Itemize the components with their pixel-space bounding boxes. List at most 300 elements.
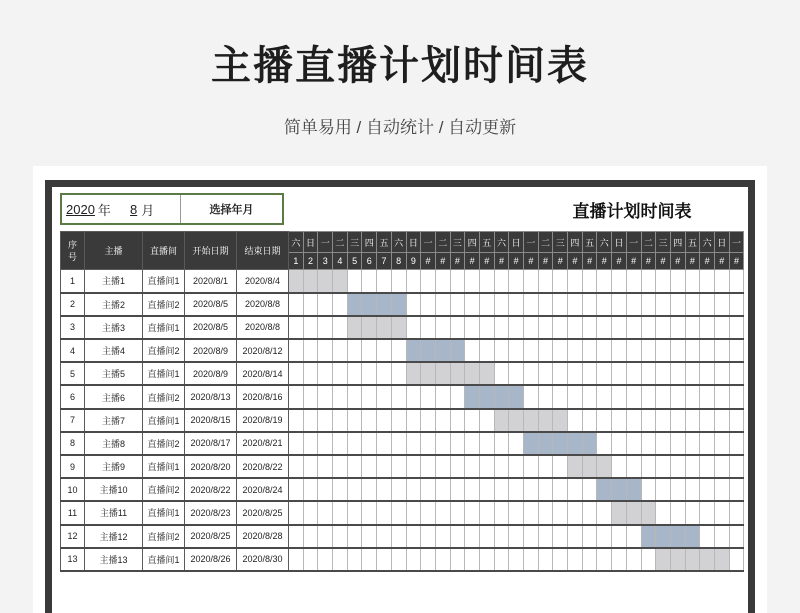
- cell-host[interactable]: 主播13: [85, 548, 143, 571]
- timeline-cell[interactable]: [582, 432, 597, 455]
- timeline-cell[interactable]: [377, 455, 392, 478]
- timeline-cell[interactable]: [612, 548, 627, 571]
- timeline-cell[interactable]: [435, 316, 450, 339]
- timeline-cell[interactable]: [553, 501, 568, 524]
- timeline-cell[interactable]: [289, 478, 304, 501]
- timeline-cell[interactable]: [347, 385, 362, 408]
- timeline-cell[interactable]: [700, 501, 715, 524]
- timeline-cell[interactable]: [729, 432, 744, 455]
- timeline-cell[interactable]: [524, 409, 539, 432]
- cell-room[interactable]: 直播间1: [143, 501, 185, 524]
- timeline-cell[interactable]: [612, 478, 627, 501]
- timeline-cell[interactable]: [450, 478, 465, 501]
- timeline-cell[interactable]: [318, 501, 333, 524]
- timeline-cell[interactable]: [494, 293, 509, 316]
- timeline-cell[interactable]: [333, 316, 348, 339]
- timeline-cell[interactable]: [289, 316, 304, 339]
- timeline-cell[interactable]: [318, 293, 333, 316]
- timeline-cell[interactable]: [318, 316, 333, 339]
- timeline-cell[interactable]: [729, 409, 744, 432]
- timeline-cell[interactable]: [435, 409, 450, 432]
- timeline-cell[interactable]: [509, 432, 524, 455]
- timeline-cell[interactable]: [714, 385, 729, 408]
- timeline-cell[interactable]: [582, 525, 597, 548]
- cell-host[interactable]: 主播11: [85, 501, 143, 524]
- cell-start[interactable]: 2020/8/9: [185, 339, 237, 362]
- timeline-cell[interactable]: [465, 432, 480, 455]
- timeline-cell[interactable]: [612, 293, 627, 316]
- timeline-cell[interactable]: [553, 339, 568, 362]
- timeline-cell[interactable]: [435, 385, 450, 408]
- timeline-cell[interactable]: [656, 270, 671, 293]
- timeline-cell[interactable]: [479, 385, 494, 408]
- timeline-cell[interactable]: [700, 316, 715, 339]
- timeline-cell[interactable]: [333, 409, 348, 432]
- timeline-cell[interactable]: [670, 501, 685, 524]
- timeline-cell[interactable]: [700, 548, 715, 571]
- timeline-cell[interactable]: [362, 362, 377, 385]
- timeline-cell[interactable]: [582, 362, 597, 385]
- timeline-cell[interactable]: [538, 548, 553, 571]
- timeline-cell[interactable]: [641, 432, 656, 455]
- cell-seq[interactable]: 3: [61, 316, 85, 339]
- timeline-cell[interactable]: [347, 270, 362, 293]
- timeline-cell[interactable]: [318, 548, 333, 571]
- cell-seq[interactable]: 2: [61, 293, 85, 316]
- timeline-cell[interactable]: [289, 501, 304, 524]
- timeline-cell[interactable]: [685, 432, 700, 455]
- timeline-cell[interactable]: [289, 525, 304, 548]
- year-field[interactable]: [62, 195, 118, 223]
- timeline-cell[interactable]: [435, 339, 450, 362]
- cell-end[interactable]: 2020/8/22: [237, 455, 289, 478]
- timeline-cell[interactable]: [714, 409, 729, 432]
- timeline-cell[interactable]: [377, 432, 392, 455]
- cell-host[interactable]: 主播12: [85, 525, 143, 548]
- timeline-cell[interactable]: [568, 478, 583, 501]
- cell-start[interactable]: 2020/8/9: [185, 362, 237, 385]
- timeline-cell[interactable]: [553, 362, 568, 385]
- timeline-cell[interactable]: [568, 316, 583, 339]
- timeline-cell[interactable]: [362, 525, 377, 548]
- timeline-cell[interactable]: [303, 316, 318, 339]
- cell-host[interactable]: 主播8: [85, 432, 143, 455]
- cell-end[interactable]: 2020/8/28: [237, 525, 289, 548]
- timeline-cell[interactable]: [377, 339, 392, 362]
- timeline-cell[interactable]: [670, 362, 685, 385]
- timeline-cell[interactable]: [347, 548, 362, 571]
- timeline-cell[interactable]: [641, 362, 656, 385]
- timeline-cell[interactable]: [626, 339, 641, 362]
- timeline-cell[interactable]: [538, 432, 553, 455]
- timeline-cell[interactable]: [318, 339, 333, 362]
- timeline-cell[interactable]: [626, 432, 641, 455]
- timeline-cell[interactable]: [450, 270, 465, 293]
- timeline-cell[interactable]: [626, 293, 641, 316]
- month-value[interactable]: 8: [130, 201, 138, 217]
- timeline-cell[interactable]: [553, 548, 568, 571]
- timeline-cell[interactable]: [465, 339, 480, 362]
- timeline-cell[interactable]: [362, 270, 377, 293]
- timeline-cell[interactable]: [641, 293, 656, 316]
- timeline-cell[interactable]: [391, 339, 406, 362]
- timeline-cell[interactable]: [362, 316, 377, 339]
- cell-seq[interactable]: 13: [61, 548, 85, 571]
- select-year-month-button[interactable]: 选择年月: [180, 195, 282, 223]
- timeline-cell[interactable]: [597, 316, 612, 339]
- cell-host[interactable]: 主播3: [85, 316, 143, 339]
- timeline-cell[interactable]: [524, 432, 539, 455]
- timeline-cell[interactable]: [670, 478, 685, 501]
- timeline-cell[interactable]: [656, 316, 671, 339]
- timeline-cell[interactable]: [700, 455, 715, 478]
- timeline-cell[interactable]: [568, 362, 583, 385]
- timeline-cell[interactable]: [714, 548, 729, 571]
- timeline-cell[interactable]: [568, 270, 583, 293]
- timeline-cell[interactable]: [597, 432, 612, 455]
- timeline-cell[interactable]: [333, 270, 348, 293]
- timeline-cell[interactable]: [509, 316, 524, 339]
- timeline-cell[interactable]: [670, 270, 685, 293]
- timeline-cell[interactable]: [421, 432, 436, 455]
- timeline-cell[interactable]: [685, 409, 700, 432]
- timeline-cell[interactable]: [670, 432, 685, 455]
- cell-room[interactable]: 直播间2: [143, 385, 185, 408]
- timeline-cell[interactable]: [656, 548, 671, 571]
- timeline-cell[interactable]: [582, 385, 597, 408]
- timeline-cell[interactable]: [303, 548, 318, 571]
- timeline-cell[interactable]: [377, 362, 392, 385]
- timeline-cell[interactable]: [333, 525, 348, 548]
- timeline-cell[interactable]: [465, 270, 480, 293]
- timeline-cell[interactable]: [656, 362, 671, 385]
- timeline-cell[interactable]: [391, 478, 406, 501]
- timeline-cell[interactable]: [406, 293, 421, 316]
- timeline-cell[interactable]: [494, 409, 509, 432]
- timeline-cell[interactable]: [670, 385, 685, 408]
- timeline-cell[interactable]: [362, 432, 377, 455]
- timeline-cell[interactable]: [568, 432, 583, 455]
- cell-start[interactable]: 2020/8/25: [185, 525, 237, 548]
- timeline-cell[interactable]: [303, 293, 318, 316]
- timeline-cell[interactable]: [714, 339, 729, 362]
- timeline-cell[interactable]: [435, 478, 450, 501]
- timeline-cell[interactable]: [406, 339, 421, 362]
- timeline-cell[interactable]: [465, 409, 480, 432]
- timeline-cell[interactable]: [406, 270, 421, 293]
- cell-host[interactable]: 主播1: [85, 270, 143, 293]
- timeline-cell[interactable]: [553, 316, 568, 339]
- timeline-cell[interactable]: [685, 385, 700, 408]
- timeline-cell[interactable]: [553, 293, 568, 316]
- timeline-cell[interactable]: [685, 455, 700, 478]
- timeline-cell[interactable]: [465, 501, 480, 524]
- timeline-cell[interactable]: [333, 385, 348, 408]
- cell-end[interactable]: 2020/8/4: [237, 270, 289, 293]
- timeline-cell[interactable]: [347, 293, 362, 316]
- timeline-cell[interactable]: [685, 548, 700, 571]
- timeline-cell[interactable]: [568, 501, 583, 524]
- timeline-cell[interactable]: [568, 409, 583, 432]
- timeline-cell[interactable]: [670, 339, 685, 362]
- timeline-cell[interactable]: [597, 270, 612, 293]
- timeline-cell[interactable]: [568, 525, 583, 548]
- timeline-cell[interactable]: [303, 432, 318, 455]
- cell-end[interactable]: 2020/8/8: [237, 293, 289, 316]
- cell-end[interactable]: 2020/8/25: [237, 501, 289, 524]
- timeline-cell[interactable]: [377, 501, 392, 524]
- timeline-cell[interactable]: [641, 339, 656, 362]
- cell-seq[interactable]: 9: [61, 455, 85, 478]
- cell-seq[interactable]: 1: [61, 270, 85, 293]
- timeline-cell[interactable]: [435, 501, 450, 524]
- timeline-cell[interactable]: [347, 409, 362, 432]
- timeline-cell[interactable]: [582, 478, 597, 501]
- timeline-cell[interactable]: [391, 385, 406, 408]
- timeline-cell[interactable]: [582, 339, 597, 362]
- timeline-cell[interactable]: [612, 339, 627, 362]
- timeline-cell[interactable]: [362, 385, 377, 408]
- month-field[interactable]: [118, 195, 180, 223]
- timeline-cell[interactable]: [333, 293, 348, 316]
- timeline-cell[interactable]: [494, 316, 509, 339]
- timeline-cell[interactable]: [450, 525, 465, 548]
- timeline-cell[interactable]: [377, 293, 392, 316]
- timeline-cell[interactable]: [479, 432, 494, 455]
- timeline-cell[interactable]: [597, 478, 612, 501]
- timeline-cell[interactable]: [303, 455, 318, 478]
- timeline-cell[interactable]: [626, 501, 641, 524]
- cell-end[interactable]: 2020/8/16: [237, 385, 289, 408]
- timeline-cell[interactable]: [391, 548, 406, 571]
- timeline-cell[interactable]: [406, 525, 421, 548]
- timeline-cell[interactable]: [465, 525, 480, 548]
- timeline-cell[interactable]: [450, 432, 465, 455]
- timeline-cell[interactable]: [421, 339, 436, 362]
- timeline-cell[interactable]: [597, 385, 612, 408]
- timeline-cell[interactable]: [612, 501, 627, 524]
- timeline-cell[interactable]: [421, 270, 436, 293]
- timeline-cell[interactable]: [333, 432, 348, 455]
- cell-room[interactable]: 直播间1: [143, 548, 185, 571]
- timeline-cell[interactable]: [318, 385, 333, 408]
- timeline-cell[interactable]: [597, 339, 612, 362]
- cell-host[interactable]: 主播5: [85, 362, 143, 385]
- timeline-cell[interactable]: [377, 409, 392, 432]
- timeline-cell[interactable]: [700, 385, 715, 408]
- timeline-cell[interactable]: [362, 409, 377, 432]
- timeline-cell[interactable]: [612, 270, 627, 293]
- timeline-cell[interactable]: [347, 478, 362, 501]
- timeline-cell[interactable]: [656, 455, 671, 478]
- timeline-cell[interactable]: [479, 478, 494, 501]
- timeline-cell[interactable]: [509, 362, 524, 385]
- timeline-cell[interactable]: [479, 409, 494, 432]
- timeline-cell[interactable]: [524, 501, 539, 524]
- timeline-cell[interactable]: [435, 455, 450, 478]
- timeline-cell[interactable]: [538, 293, 553, 316]
- cell-seq[interactable]: 11: [61, 501, 85, 524]
- timeline-cell[interactable]: [347, 316, 362, 339]
- timeline-cell[interactable]: [465, 293, 480, 316]
- timeline-cell[interactable]: [406, 432, 421, 455]
- timeline-cell[interactable]: [303, 270, 318, 293]
- timeline-cell[interactable]: [597, 455, 612, 478]
- timeline-cell[interactable]: [391, 316, 406, 339]
- timeline-cell[interactable]: [714, 432, 729, 455]
- timeline-cell[interactable]: [524, 478, 539, 501]
- timeline-cell[interactable]: [568, 293, 583, 316]
- timeline-cell[interactable]: [729, 385, 744, 408]
- timeline-cell[interactable]: [538, 385, 553, 408]
- timeline-cell[interactable]: [685, 316, 700, 339]
- timeline-cell[interactable]: [362, 478, 377, 501]
- timeline-cell[interactable]: [729, 478, 744, 501]
- timeline-cell[interactable]: [333, 455, 348, 478]
- timeline-cell[interactable]: [582, 409, 597, 432]
- timeline-cell[interactable]: [538, 270, 553, 293]
- timeline-cell[interactable]: [421, 316, 436, 339]
- timeline-cell[interactable]: [524, 455, 539, 478]
- timeline-cell[interactable]: [391, 455, 406, 478]
- timeline-cell[interactable]: [333, 548, 348, 571]
- timeline-cell[interactable]: [685, 501, 700, 524]
- timeline-cell[interactable]: [729, 455, 744, 478]
- timeline-cell[interactable]: [406, 409, 421, 432]
- timeline-cell[interactable]: [568, 455, 583, 478]
- timeline-cell[interactable]: [538, 501, 553, 524]
- cell-room[interactable]: 直播间1: [143, 316, 185, 339]
- cell-end[interactable]: 2020/8/12: [237, 339, 289, 362]
- timeline-cell[interactable]: [612, 362, 627, 385]
- timeline-cell[interactable]: [597, 362, 612, 385]
- cell-host[interactable]: 主播7: [85, 409, 143, 432]
- timeline-cell[interactable]: [450, 293, 465, 316]
- timeline-cell[interactable]: [670, 316, 685, 339]
- timeline-cell[interactable]: [656, 385, 671, 408]
- timeline-cell[interactable]: [641, 501, 656, 524]
- timeline-cell[interactable]: [626, 525, 641, 548]
- timeline-cell[interactable]: [377, 385, 392, 408]
- timeline-cell[interactable]: [641, 270, 656, 293]
- timeline-cell[interactable]: [303, 501, 318, 524]
- timeline-cell[interactable]: [597, 548, 612, 571]
- timeline-cell[interactable]: [656, 525, 671, 548]
- cell-host[interactable]: 主播6: [85, 385, 143, 408]
- timeline-cell[interactable]: [568, 385, 583, 408]
- timeline-cell[interactable]: [421, 409, 436, 432]
- cell-end[interactable]: 2020/8/30: [237, 548, 289, 571]
- timeline-cell[interactable]: [656, 293, 671, 316]
- timeline-cell[interactable]: [406, 478, 421, 501]
- timeline-cell[interactable]: [685, 270, 700, 293]
- timeline-cell[interactable]: [391, 293, 406, 316]
- timeline-cell[interactable]: [714, 478, 729, 501]
- timeline-cell[interactable]: [509, 270, 524, 293]
- timeline-cell[interactable]: [450, 362, 465, 385]
- cell-start[interactable]: 2020/8/17: [185, 432, 237, 455]
- timeline-cell[interactable]: [700, 478, 715, 501]
- timeline-cell[interactable]: [333, 362, 348, 385]
- timeline-cell[interactable]: [582, 455, 597, 478]
- timeline-cell[interactable]: [582, 316, 597, 339]
- cell-room[interactable]: 直播间1: [143, 455, 185, 478]
- timeline-cell[interactable]: [289, 432, 304, 455]
- cell-seq[interactable]: 4: [61, 339, 85, 362]
- timeline-cell[interactable]: [524, 385, 539, 408]
- timeline-cell[interactable]: [685, 293, 700, 316]
- timeline-cell[interactable]: [509, 339, 524, 362]
- timeline-cell[interactable]: [524, 293, 539, 316]
- cell-room[interactable]: 直播间1: [143, 362, 185, 385]
- cell-end[interactable]: 2020/8/24: [237, 478, 289, 501]
- timeline-cell[interactable]: [626, 548, 641, 571]
- timeline-cell[interactable]: [685, 478, 700, 501]
- timeline-cell[interactable]: [509, 548, 524, 571]
- timeline-cell[interactable]: [494, 548, 509, 571]
- timeline-cell[interactable]: [553, 409, 568, 432]
- timeline-cell[interactable]: [714, 525, 729, 548]
- timeline-cell[interactable]: [509, 478, 524, 501]
- cell-room[interactable]: 直播间2: [143, 432, 185, 455]
- timeline-cell[interactable]: [303, 478, 318, 501]
- timeline-cell[interactable]: [656, 478, 671, 501]
- timeline-cell[interactable]: [524, 270, 539, 293]
- timeline-cell[interactable]: [538, 362, 553, 385]
- timeline-cell[interactable]: [318, 455, 333, 478]
- timeline-cell[interactable]: [421, 293, 436, 316]
- timeline-cell[interactable]: [347, 362, 362, 385]
- cell-start[interactable]: 2020/8/1: [185, 270, 237, 293]
- timeline-cell[interactable]: [479, 501, 494, 524]
- timeline-cell[interactable]: [553, 270, 568, 293]
- timeline-cell[interactable]: [303, 339, 318, 362]
- timeline-cell[interactable]: [509, 409, 524, 432]
- timeline-cell[interactable]: [670, 409, 685, 432]
- timeline-cell[interactable]: [626, 478, 641, 501]
- timeline-cell[interactable]: [347, 501, 362, 524]
- timeline-cell[interactable]: [626, 316, 641, 339]
- timeline-cell[interactable]: [553, 385, 568, 408]
- cell-room[interactable]: 直播间1: [143, 409, 185, 432]
- timeline-cell[interactable]: [641, 385, 656, 408]
- timeline-cell[interactable]: [538, 455, 553, 478]
- timeline-cell[interactable]: [377, 478, 392, 501]
- timeline-cell[interactable]: [700, 409, 715, 432]
- cell-start[interactable]: 2020/8/22: [185, 478, 237, 501]
- cell-room[interactable]: 直播间1: [143, 270, 185, 293]
- timeline-cell[interactable]: [626, 455, 641, 478]
- timeline-cell[interactable]: [670, 548, 685, 571]
- timeline-cell[interactable]: [289, 548, 304, 571]
- timeline-cell[interactable]: [435, 432, 450, 455]
- timeline-cell[interactable]: [494, 525, 509, 548]
- timeline-cell[interactable]: [289, 293, 304, 316]
- timeline-cell[interactable]: [494, 478, 509, 501]
- cell-seq[interactable]: 6: [61, 385, 85, 408]
- timeline-cell[interactable]: [626, 362, 641, 385]
- timeline-cell[interactable]: [289, 385, 304, 408]
- cell-start[interactable]: 2020/8/26: [185, 548, 237, 571]
- timeline-cell[interactable]: [509, 293, 524, 316]
- timeline-cell[interactable]: [318, 270, 333, 293]
- timeline-cell[interactable]: [435, 525, 450, 548]
- timeline-cell[interactable]: [303, 385, 318, 408]
- timeline-cell[interactable]: [465, 548, 480, 571]
- timeline-cell[interactable]: [524, 362, 539, 385]
- timeline-cell[interactable]: [421, 501, 436, 524]
- timeline-cell[interactable]: [524, 339, 539, 362]
